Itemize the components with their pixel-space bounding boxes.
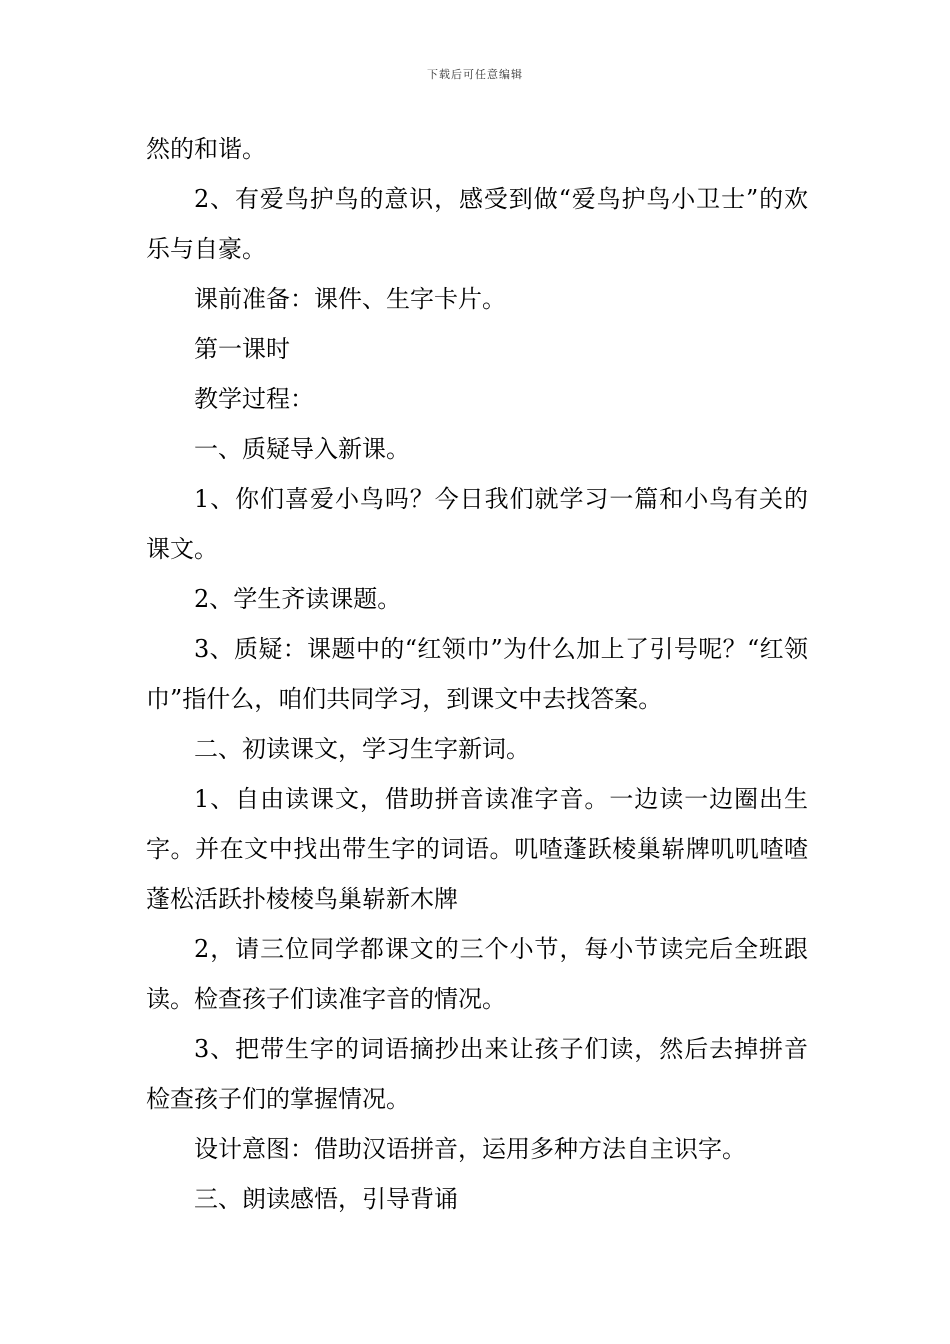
- paragraph: 然的和谐。: [146, 135, 266, 163]
- paragraph: 设计意图：借助汉语拼音，运用多种方法自主识字。: [194, 1135, 746, 1163]
- page-header: 下载后可任意编辑: [427, 68, 523, 81]
- paragraph: 1、你们喜爱小鸟吗？今日我们就学习一篇和小鸟有关的课文。: [146, 485, 808, 563]
- paragraph: 1、自由读课文，借助拼音读准字音。一边读一边圈出生字。并在文中找出带生字的词语。叽喳蓬跃棱巢崭牌叽叽喳喳蓬松活跃扑棱棱鸟巢崭新木牌: [146, 785, 808, 913]
- paragraph: 3、把带生字的词语摘抄出来让孩子们读，然后去掉拼音检查孩子们的掌握情况。: [146, 1035, 808, 1113]
- section-heading: 一、质疑导入新课。: [194, 435, 410, 463]
- paragraph: 课前准备：课件、生字卡片。: [194, 285, 506, 313]
- section-heading: 第一课时: [194, 335, 290, 363]
- paragraph: 3、质疑：课题中的“红领巾”为什么加上了引号呢？“红领巾”指什么，咱们共同学习，到课文中去找答案。: [146, 635, 808, 713]
- paragraph: 2，请三位同学都课文的三个小节，每小节读完后全班跟读。检查孩子们读准字音的情况。: [146, 935, 808, 1013]
- paragraph: 2、学生齐读课题。: [194, 585, 402, 613]
- section-heading: 二、初读课文，学习生字新词。: [194, 735, 530, 763]
- section-heading: 教学过程：: [194, 385, 314, 413]
- paragraph: 2、有爱鸟护鸟的意识，感受到做“爱鸟护鸟小卫士”的欢乐与自豪。: [146, 185, 808, 263]
- section-heading: 三、朗读感悟，引导背诵: [194, 1185, 458, 1213]
- document-body: [146, 124, 808, 1224]
